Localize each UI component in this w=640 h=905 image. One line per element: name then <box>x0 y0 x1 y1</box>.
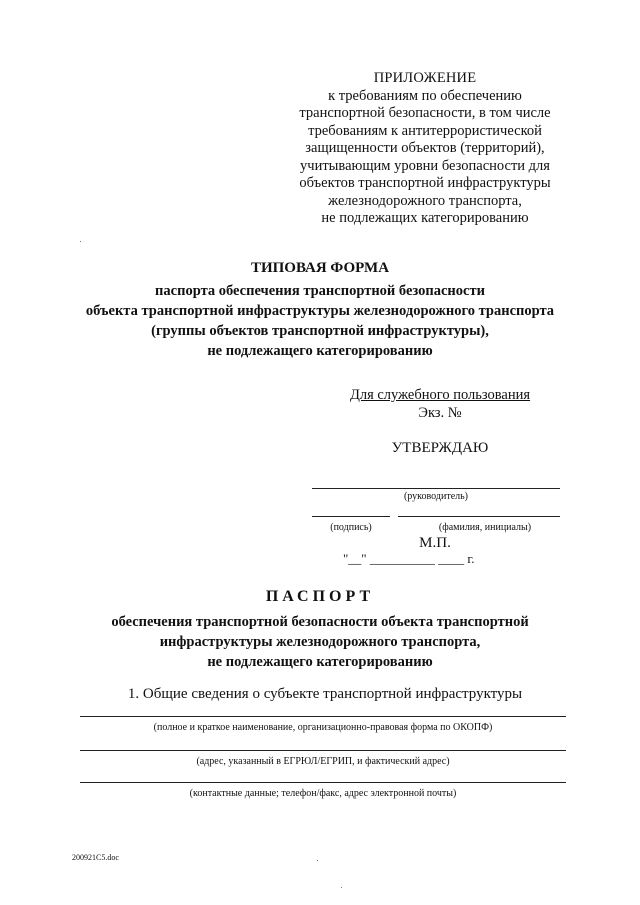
contacts-caption: (контактные данные; телефон/факс, адрес электронной почты) <box>189 788 457 799</box>
appendix-title: ПРИЛОЖЕНИЕ <box>373 70 477 86</box>
passport-description <box>60 612 580 672</box>
contacts-field[interactable] <box>80 782 566 783</box>
passport-title: ПАСПОРТ <box>265 588 375 605</box>
restricted-label: Для служебного пользования <box>349 387 531 403</box>
org-name-field[interactable] <box>80 716 566 717</box>
form-description <box>40 281 600 361</box>
appendix-line: транспортной безопасности, в том числе <box>299 105 551 121</box>
signature-caption: (подпись) <box>330 522 372 533</box>
head-signature-line[interactable] <box>312 488 560 489</box>
form-description-line: паспорта обеспечения транспортной безопасности <box>155 283 485 299</box>
name-line[interactable] <box>398 516 560 517</box>
appendix-line: железнодорожного транспорта, <box>328 192 522 209</box>
form-description-line: (группы объектов транспортной инфраструктуры), <box>151 323 489 339</box>
address-caption: (адрес, указанный в ЕГРЮЛ/ЕГРИП, и фактический адрес) <box>196 756 450 767</box>
approve-label: УТВЕРЖДАЮ <box>391 440 489 456</box>
signature-line[interactable] <box>312 516 390 517</box>
appendix-line: объектов транспортной инфраструктуры <box>299 175 551 191</box>
copy-number-label: Экз. № <box>418 405 462 421</box>
appendix-line: к требованиям по обеспечению <box>328 87 522 104</box>
seal-label: М.П. <box>419 535 451 551</box>
form-title: ТИПОВАЯ ФОРМА <box>250 260 390 276</box>
name-caption: (фамилия, инициалы) <box>438 522 532 533</box>
scan-speck <box>317 860 318 861</box>
head-caption: (руководитель) <box>403 491 469 502</box>
section-1-heading: 1. Общие сведения о субъекте транспортной инфраструктуры <box>127 686 523 702</box>
file-code: 200921C5.doc <box>72 853 119 862</box>
form-description-line: не подлежащего категорированию <box>207 343 433 359</box>
passport-description-line: обеспечения транспортной безопасности объекта транспортной <box>111 614 529 630</box>
address-field[interactable] <box>80 750 566 751</box>
scan-speck <box>80 241 81 242</box>
restriction-block <box>320 386 560 422</box>
org-name-caption: (полное и краткое наименование, организационно-правовая форма по ОКОПФ) <box>153 722 493 733</box>
date-line[interactable]: "__" __________ ____ г. <box>343 551 475 566</box>
passport-description-line: не подлежащего категорированию <box>207 654 433 670</box>
appendix-line: учитывающим уровни безопасности для <box>300 157 550 174</box>
appendix-block <box>290 70 560 228</box>
appendix-line: требованиям к антитеррористической <box>308 122 542 139</box>
appendix-line: защищенности объектов (территорий), <box>305 140 545 156</box>
scan-speck <box>341 887 342 888</box>
appendix-line: не подлежащих категорированию <box>321 210 529 226</box>
form-description-line: объекта транспортной инфраструктуры железнодорожного транспорта <box>85 303 555 319</box>
passport-description-line: инфраструктуры железнодорожного транспорта, <box>159 634 481 650</box>
